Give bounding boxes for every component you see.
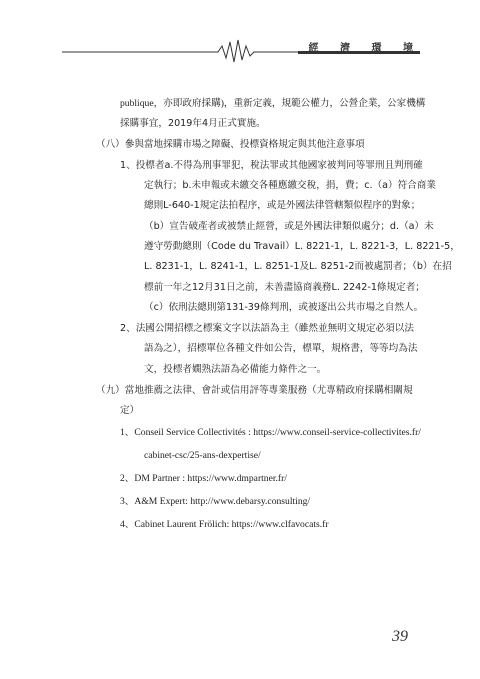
paragraph-line: 總則L-640-1規定法拍程序，或是外國法律管轄類似程序的對象； bbox=[144, 200, 421, 211]
paragraph-line: （c）依刑法總則第131-39條判刑，或被逐出公共市場之自然人。 bbox=[144, 302, 424, 313]
paragraph-line: 語為之），招標單位各種文件如公告，標單，規格書，等等均為法 bbox=[144, 343, 418, 354]
paragraph-line: cabinet-csc/25-ans-dexpertise/ bbox=[144, 450, 261, 461]
paragraph-line: 定） bbox=[120, 405, 140, 416]
paragraph-line: 定執行；b.未申報或未繳交各種應繳交稅，捐，費；c.（a）符合商業 bbox=[144, 180, 436, 191]
page-header bbox=[0, 0, 480, 80]
paragraph-line: publique，亦即政府採購)，重新定義，規範公權力，公營企業，公家機構 bbox=[120, 98, 426, 109]
list-item: 2、DM Partner : https://www.dmpartner.fr/ bbox=[120, 473, 287, 484]
paragraph-line: 採購事宜，2019年4月正式實施。 bbox=[120, 118, 266, 129]
paragraph-line: （b）宣告破產者或被禁止經營，或是外國法律類似處分；d.（a）未 bbox=[144, 221, 434, 232]
list-item: 4、Cabinet Laurent Frölich: https://www.clfavocats.fr bbox=[120, 519, 329, 530]
section-heading: （八）參與當地採購市場之障礙、投標資格規定與其他注意事項 bbox=[96, 139, 365, 150]
section-heading: （九）當地推薦之法律、會計或信用評等專業服務（尤專精政府採購相關規 bbox=[96, 385, 413, 396]
section-label: 經 濟 環 境 bbox=[308, 43, 422, 54]
list-item: 3、A&M Expert: http://www.debarsy.consulting/ bbox=[120, 496, 311, 507]
paragraph-line: 標前一年之12月31日之前，未善盡協商義務L. 2242-1條規定者； bbox=[144, 282, 425, 293]
list-item: 2、法國公開招標之標案文字以法語為主（雖然並無明文規定必須以法 bbox=[120, 323, 414, 334]
paragraph-line: 遵守勞動總則（Code du Travail）L. 8221-1，L. 8221-3，L. 8221-5， bbox=[144, 241, 460, 252]
list-item: 1、投標者a.不得為刑事罪犯，稅法罪或其他國家被判同等罪刑且判刑確 bbox=[120, 160, 423, 171]
paragraph-line: L. 8231-1，L. 8241-1，L. 8251-1及L. 8251-2而被處罰者；（b）在招 bbox=[144, 261, 452, 272]
page-number: 39 bbox=[392, 628, 408, 645]
paragraph-line: 文，投標者嫺熟法語為必備能力條件之一。 bbox=[144, 364, 327, 375]
list-item: 1、Conseil Service Collectivités : https://www.conseil-service-collectivites.fr/ bbox=[120, 427, 421, 438]
